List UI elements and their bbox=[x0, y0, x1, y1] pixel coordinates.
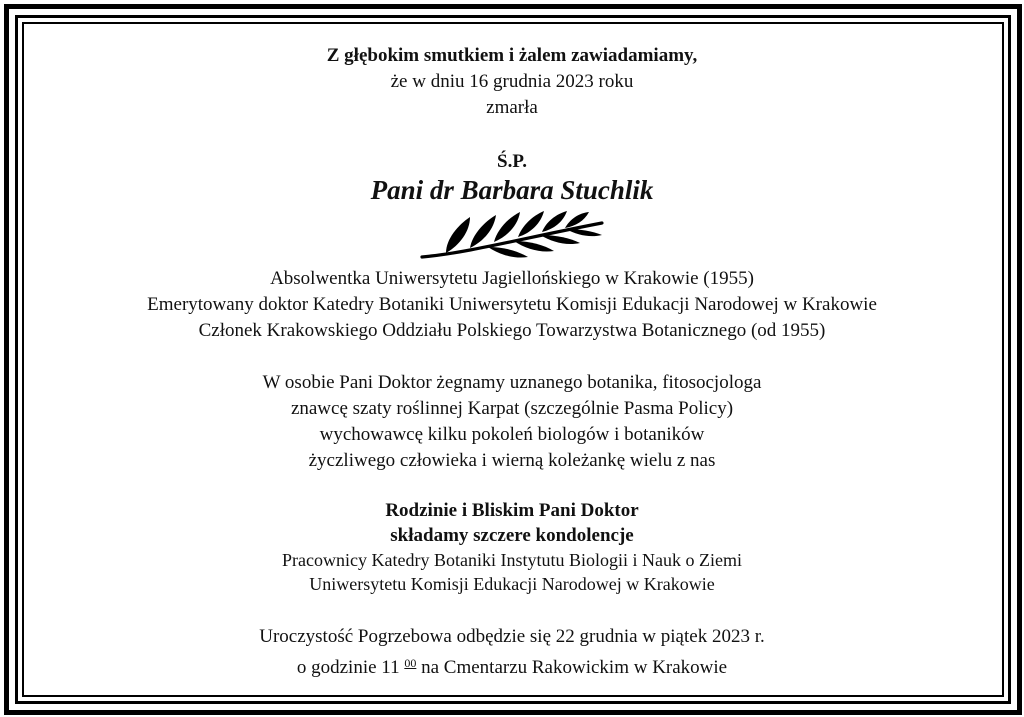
funeral-minutes: 00 bbox=[404, 656, 417, 670]
title-graduate: Absolwentka Uniwersytetu Jagiellońskiego w Krakowie (1955) bbox=[270, 268, 754, 289]
laurel-branch-icon bbox=[418, 207, 608, 263]
date-of-death: że w dniu 16 grudnia 2023 roku bbox=[390, 71, 634, 92]
title-retired-doctor: Emerytowany doktor Katedry Botaniki Uniwersytetu Komisji Edukacji Narodowej w Krakowie bbox=[147, 294, 877, 315]
condolences-from-2: Uniwersytetu Komisji Edukacji Narodowej w Krakowie bbox=[309, 574, 715, 594]
funeral-place: na Cmentarzu Rakowickim w Krakowie bbox=[421, 657, 728, 678]
died-word: zmarła bbox=[486, 97, 538, 118]
tribute-line-2: znawcę szaty roślinnej Karpat (szczególnie Pasma Policy) bbox=[290, 398, 734, 419]
funeral-info-line-2 bbox=[24, 651, 1000, 680]
condolences-line-1: Rodzinie i Bliskim Pani Doktor bbox=[385, 500, 639, 521]
tribute-line-4: życzliwego człowieka i wierną koleżankę wielu z nas bbox=[308, 450, 716, 471]
tribute-line-1: W osobie Pani Doktor żegnamy uznanego botanika, fitosocjologa bbox=[262, 372, 762, 393]
condolences-from-1: Pracownicy Katedry Botaniki Instytutu Biologii i Nauk o Ziemi bbox=[282, 550, 742, 570]
announcement-heading: Z głębokim smutkiem i żalem zawiadamiamy, bbox=[326, 45, 698, 66]
sp-prefix: Ś.P. bbox=[497, 151, 527, 172]
tribute-line-3: wychowawcę kilku pokoleń biologów i botaników bbox=[319, 424, 705, 445]
title-society-member: Członek Krakowskiego Oddziału Polskiego Towarzystwa Botanicznego (od 1955) bbox=[198, 320, 826, 341]
condolences-line-2: składamy szczere kondolencje bbox=[390, 525, 634, 546]
funeral-hour: o godzinie 11 bbox=[296, 657, 400, 678]
funeral-info-line-1: Uroczystość Pogrzebowa odbędzie się 22 grudnia w piątek 2023 r. bbox=[259, 626, 765, 647]
deceased-name: Pani dr Barbara Stuchlik bbox=[370, 175, 654, 205]
